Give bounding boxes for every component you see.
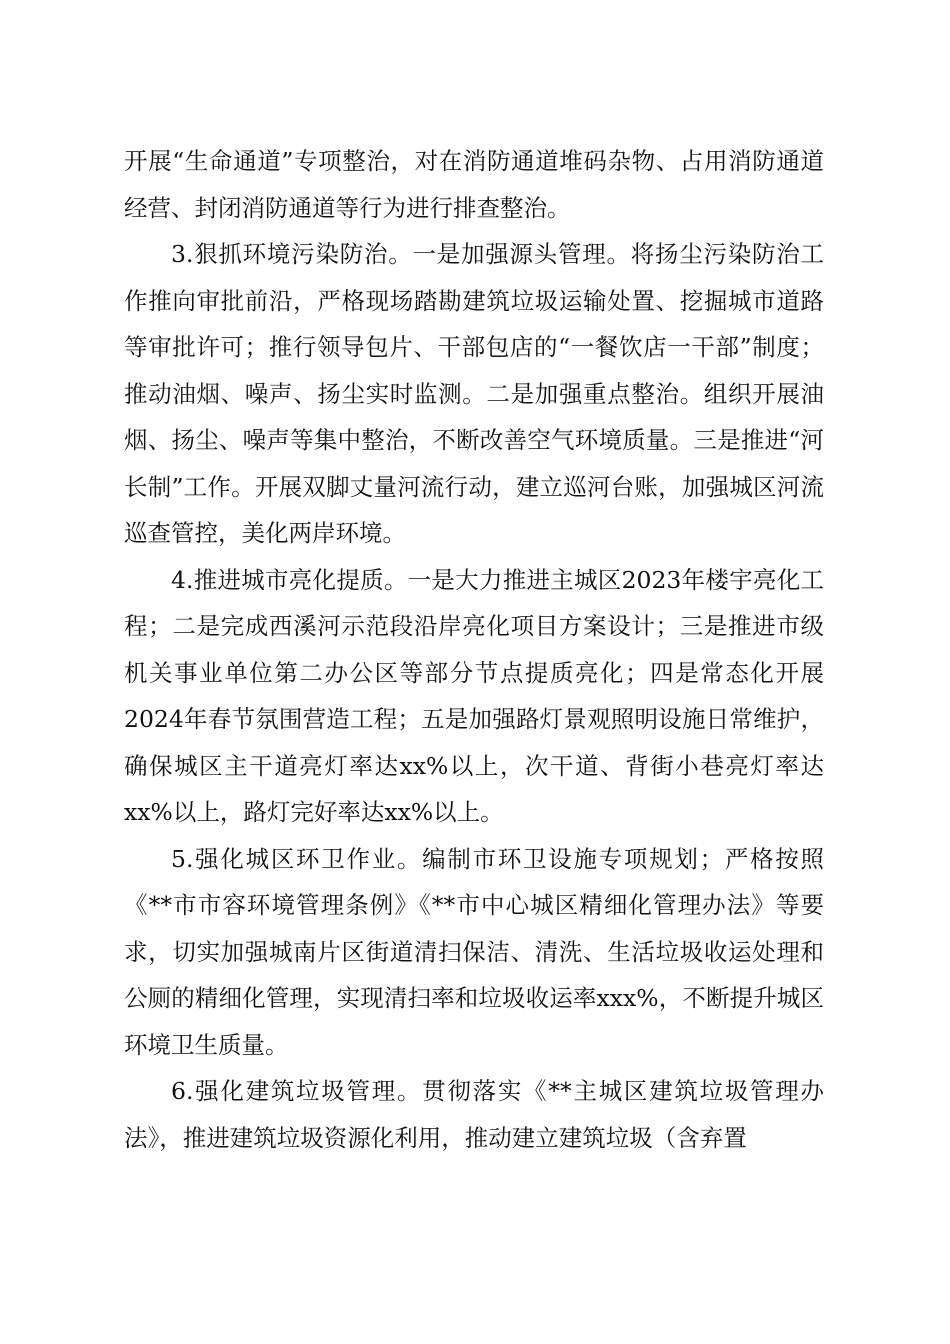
paragraph-5-sanitation: 5.强化城区环卫作业。编制市环卫设施专项规划；严格按照《**市市容环境管理条例》《**市中心城区精细化管理办法》等要求，切实加强城南片区街道清扫保洁、清洗、生活垃圾收运处理和公厕的精细化管理，实现清扫率和垃圾收运率xxx%，不断提升城区环境卫生质量。 [124, 844, 824, 1059]
paragraph-4-city-lighting: 4.推进城市亮化提质。一是大力推进主城区2023年楼宇亮化工程；二是完成西溪河示范段沿岸亮化项目方案设计；三是推进市级机关事业单位第二办公区等部分节点提质亮化；四是常态化开展2024年春节氛围营造工程；五是加强路灯景观照明设施日常维护，确保城区主干道亮灯率达xx%以上，次干道、背街小巷亮灯率达xx%以上，路灯完好率达xx%以上。 [124, 565, 824, 826]
document-body [124, 138, 824, 1161]
paragraph-3-pollution-control: 3.狠抓环境污染防治。一是加强源头管理。将扬尘污染防治工作推向审批前沿，严格现场踏勘建筑垃圾运输处置、挖掘城市道路等审批许可；推行领导包片、干部包店的“一餐饮店一干部”制度；推动油烟、噪声、扬尘实时监测。二是加强重点整治。组织开展油烟、扬尘、噪声等集中整治，不断改善空气环境质量。三是推进“河长制”工作。开展双脚丈量河流行动，建立巡河台账，加强城区河流巡查管控，美化两岸环境。 [124, 240, 824, 547]
paragraph-6-construction-waste: 6.强化建筑垃圾管理。贯彻落实《**主城区建筑垃圾管理办法》，推进建筑垃圾资源化利用，推动建立建筑垃圾（含弃置 [124, 1077, 824, 1152]
paragraph-continuation: 开展“生命通道”专项整治，对在消防通道堆码杂物、占用消防通道经营、封闭消防通道等行为进行排查整治。 [124, 147, 824, 222]
